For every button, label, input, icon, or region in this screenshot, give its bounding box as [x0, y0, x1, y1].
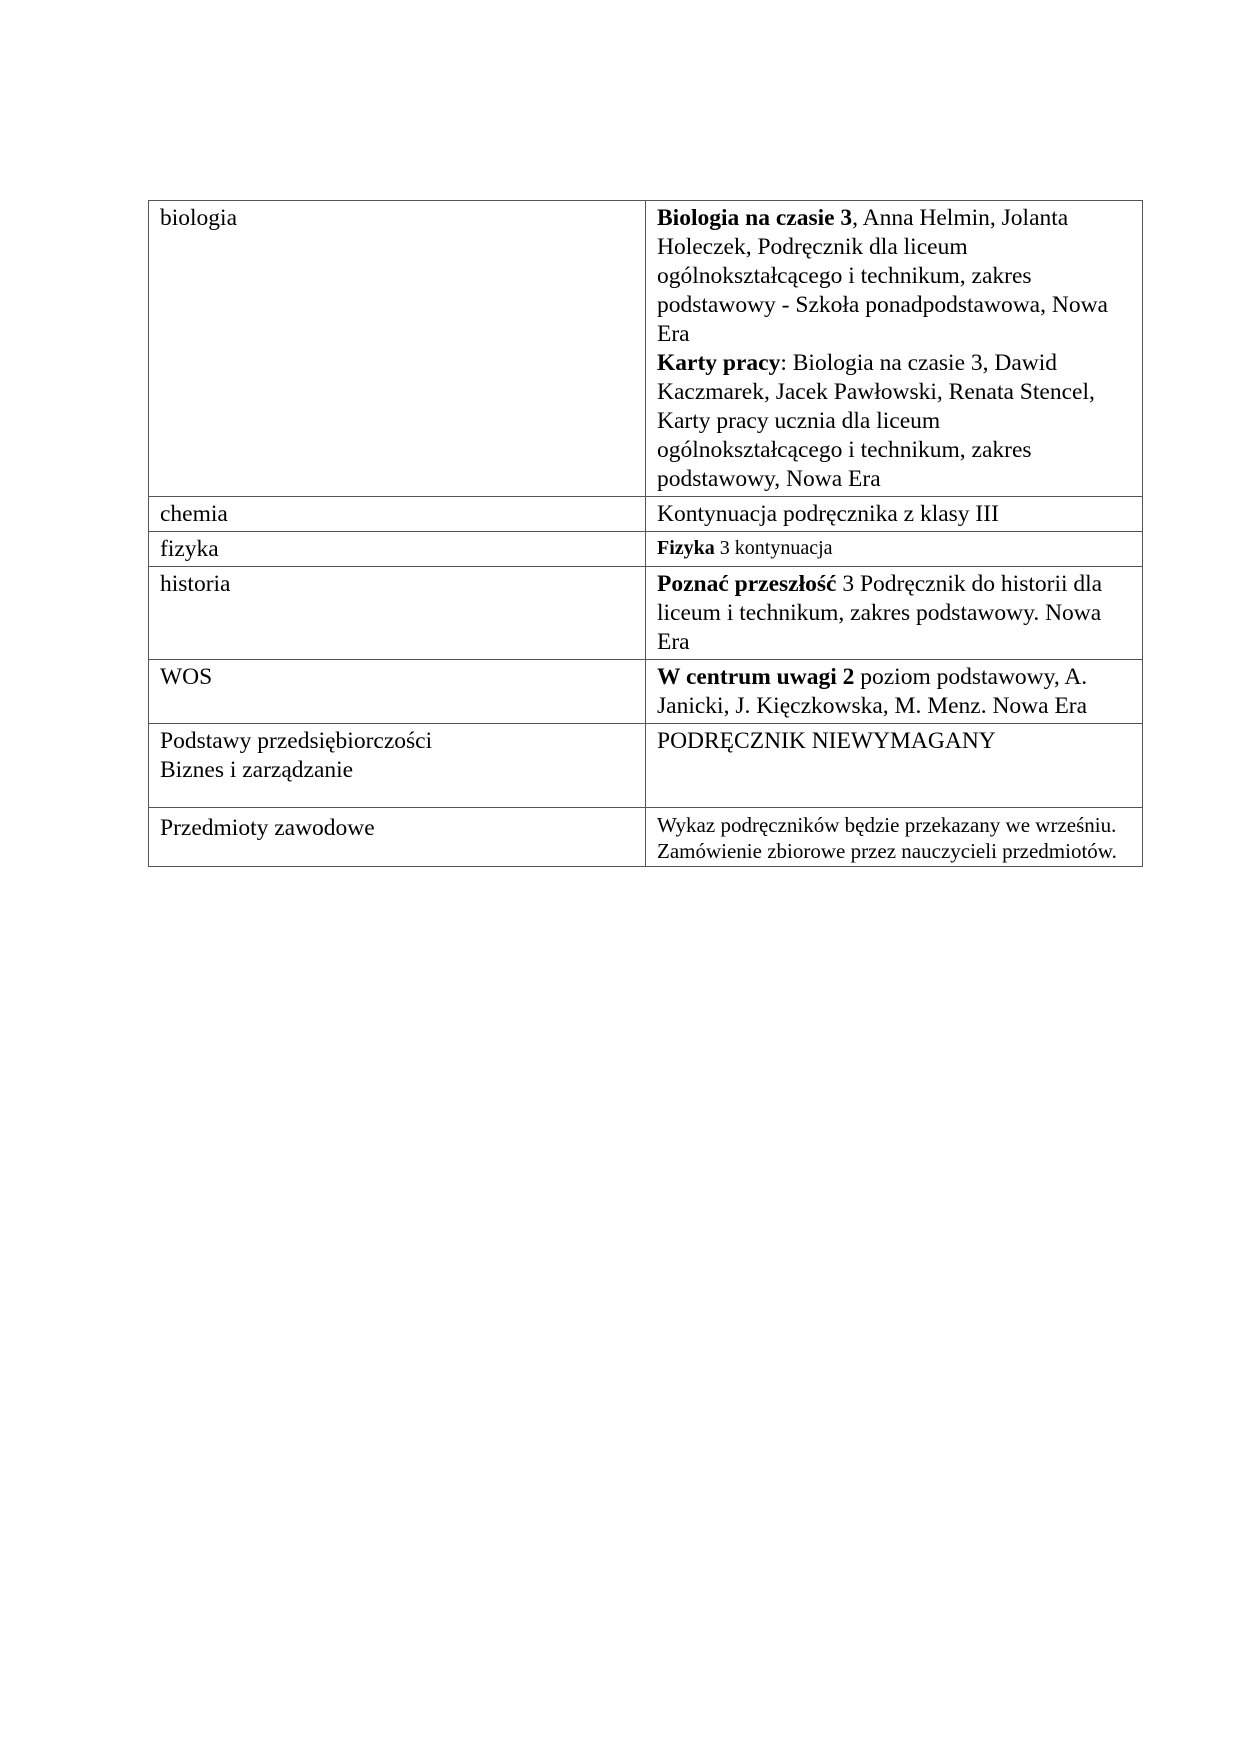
table-row: [149, 660, 1143, 724]
textbook-cell: [646, 660, 1143, 724]
subject-cell: WOS: [149, 660, 646, 724]
textbook-details: 3 kontynuacja: [714, 537, 833, 559]
subject-cell: chemia: [149, 497, 646, 532]
workbook-details: : Biologia na czasie 3, Dawid Kaczmarek, Jacek Pawłowski, Renata Stencel, Karty pracy ucznia dla liceum ogólnokształcącego i technikum, zakres podstawowy, Nowa Era: [657, 350, 1095, 492]
subject-cell: Przedmioty zawodowe: [149, 808, 646, 867]
subject-cell: biologia: [149, 201, 646, 497]
textbook-details: poziom podstawowy, A. Janicki, J. Kięczkowska, M. Menz. Nowa Era: [657, 664, 1088, 719]
textbook-cell: PODRĘCZNIK NIEWYMAGANY: [646, 724, 1143, 808]
subject-cell: historia: [149, 567, 646, 660]
table-row: [149, 532, 1143, 567]
textbook-cell: [646, 532, 1143, 567]
subject-cell: fizyka: [149, 532, 646, 567]
textbook-table: [148, 200, 1143, 867]
textbook-cell: Wykaz podręczników będzie przekazany we wrześniu. Zamówienie zbiorowe przez nauczycieli przedmiotów.: [646, 808, 1143, 867]
textbook-details: , Anna Helmin, Jolanta Holeczek, Podręcznik dla liceum ogólnokształcącego i technikum, zakres podstawowy - Szkoła ponadpodstawowa, Nowa Era: [657, 205, 1108, 347]
textbook-details: 3 Podręcznik do historii dla liceum i technikum, zakres podstawowy. Nowa Era: [657, 571, 1103, 655]
textbook-cell: [646, 567, 1143, 660]
subject-line: Podstawy przedsiębiorczości: [160, 728, 433, 754]
table-row: [149, 201, 1143, 497]
subject-line: Biznes i zarządzanie: [160, 757, 354, 783]
workbook-label: Karty pracy: [657, 350, 781, 376]
textbook-title: Poznać przeszłość: [657, 571, 837, 597]
table-row: [149, 724, 1143, 808]
table-row: [149, 567, 1143, 660]
textbook-title: W centrum uwagi 2: [657, 664, 855, 690]
subject-cell: [149, 724, 646, 808]
table-row: [149, 497, 1143, 532]
textbook-title: Fizyka: [657, 537, 715, 559]
textbook-cell: [646, 201, 1143, 497]
table-row: [149, 808, 1143, 867]
textbook-cell: Kontynuacja podręcznika z klasy III: [646, 497, 1143, 532]
textbook-title: Biologia na czasie 3: [657, 205, 853, 231]
